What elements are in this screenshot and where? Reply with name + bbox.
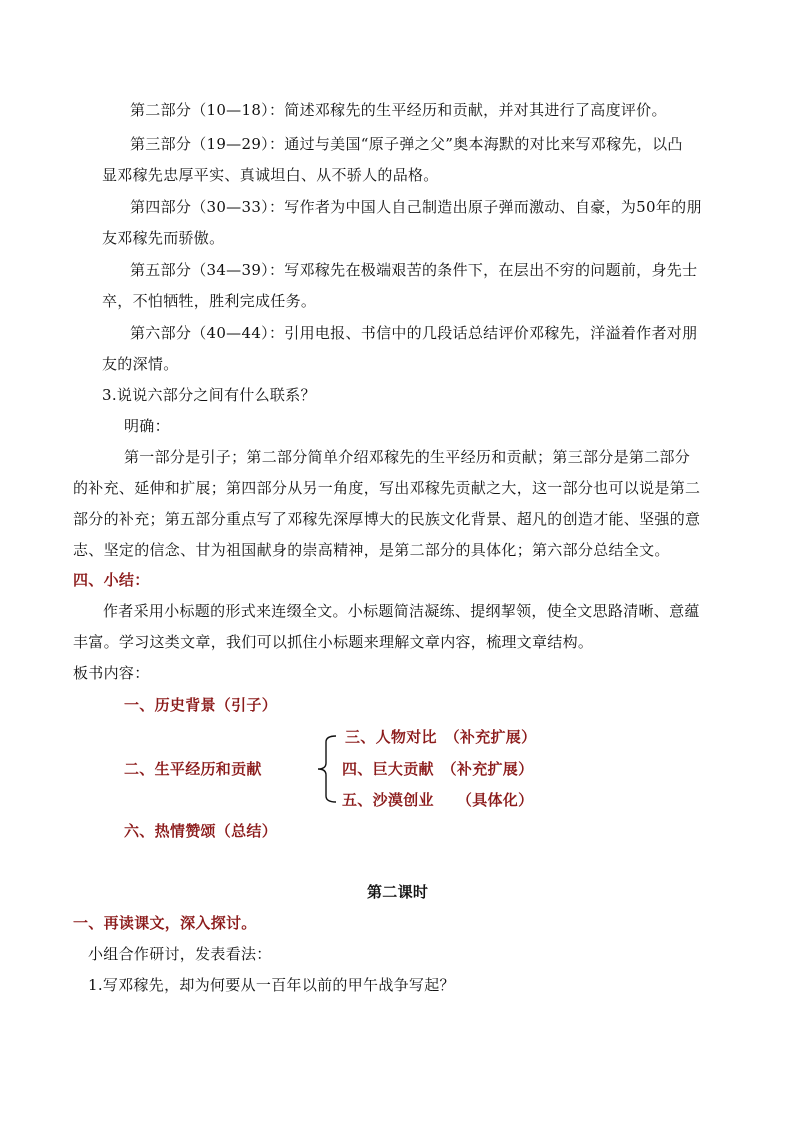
lesson-2-question-1: 1.写邓稼先，却为何要从一百年以前的甲午战争写起？ xyxy=(88,976,455,994)
part-4-line-1: 第四部分（30—33）：写作者为中国人自己制造出原子弹而激动、自豪，为50年的朋 xyxy=(130,198,702,216)
summary-heading: 四、小结： xyxy=(73,571,150,589)
lesson-2-intro: 小组合作研讨，发表看法： xyxy=(88,945,272,963)
board-label: 板书内容： xyxy=(73,664,150,682)
brace-icon xyxy=(314,734,338,804)
answer-line-3: 部分的补充；第五部分重点写了邓稼先深厚博大的民族文化背景、超凡的创造才能、坚强的意 xyxy=(73,510,701,528)
summary-line-2: 丰富。学习这类文章，我们可以抓住小标题来理解文章内容，梳理文章结构。 xyxy=(73,633,594,651)
part-5-line-2: 卒，不怕牺牲，胜利完成任务。 xyxy=(102,292,317,310)
answer-line-2: 的补充、延伸和扩展；第四部分从另一角度，写出邓稼先贡献之大，这一部分也可以说是第二 xyxy=(73,479,701,497)
part-6-line-2: 友的深情。 xyxy=(102,355,179,373)
question-3: 3.说说六部分之间有什么联系？ xyxy=(102,386,316,404)
part-3-line-2: 显邓稼先忠厚平实、真诚坦白、从不骄人的品格。 xyxy=(102,166,439,184)
part-5-line-1: 第五部分（34—39）：写邓稼先在极端艰苦的条件下，在层出不穷的问题前，身先士 xyxy=(130,261,698,279)
board-item-2: 二、生平经历和贡献 xyxy=(124,760,262,778)
lesson-2-title: 第二课时 xyxy=(367,883,429,901)
part-6-line-1: 第六部分（40—44）：引用电报、书信中的几段话总结评价邓稼先，洋溢着作者对朋 xyxy=(130,324,698,342)
board-sub-item-3: 五、沙漠创业 （具体化） xyxy=(342,791,534,809)
board-item-1: 一、历史背景（引子） xyxy=(124,696,278,714)
answer-label: 明确： xyxy=(124,417,170,435)
board-sub-item-2: 四、巨大贡献 （补充扩展） xyxy=(342,760,534,778)
board-item-6: 六、热情赞颂（总结） xyxy=(124,822,278,840)
board-sub-item-1: 三、人物对比 （补充扩展） xyxy=(345,728,537,746)
part-3-line-1: 第三部分（19—29）：通过与美国“原子弹之父”奥本海默的对比来写邓稼先，以凸 xyxy=(130,135,683,153)
part-4-line-2: 友邓稼先而骄傲。 xyxy=(102,229,225,247)
answer-line-4: 志、坚定的信念、甘为祖国献身的崇高精神，是第二部分的具体化；第六部分总结全文。 xyxy=(73,541,670,559)
lesson-2-heading: 一、再读课文，深入探讨。 xyxy=(73,914,257,932)
answer-line-1: 第一部分是引子；第二部分简单介绍邓稼先的生平经历和贡献；第三部分是第二部分 xyxy=(124,448,691,466)
part-2-line: 第二部分（10—18）：简述邓稼先的生平经历和贡献，并对其进行了高度评价。 xyxy=(130,101,667,119)
summary-line-1: 作者采用小标题的形式来连缀全文。小标题简洁凝练、提纲挈领，使全文思路清晰、意蕴 xyxy=(103,602,700,620)
